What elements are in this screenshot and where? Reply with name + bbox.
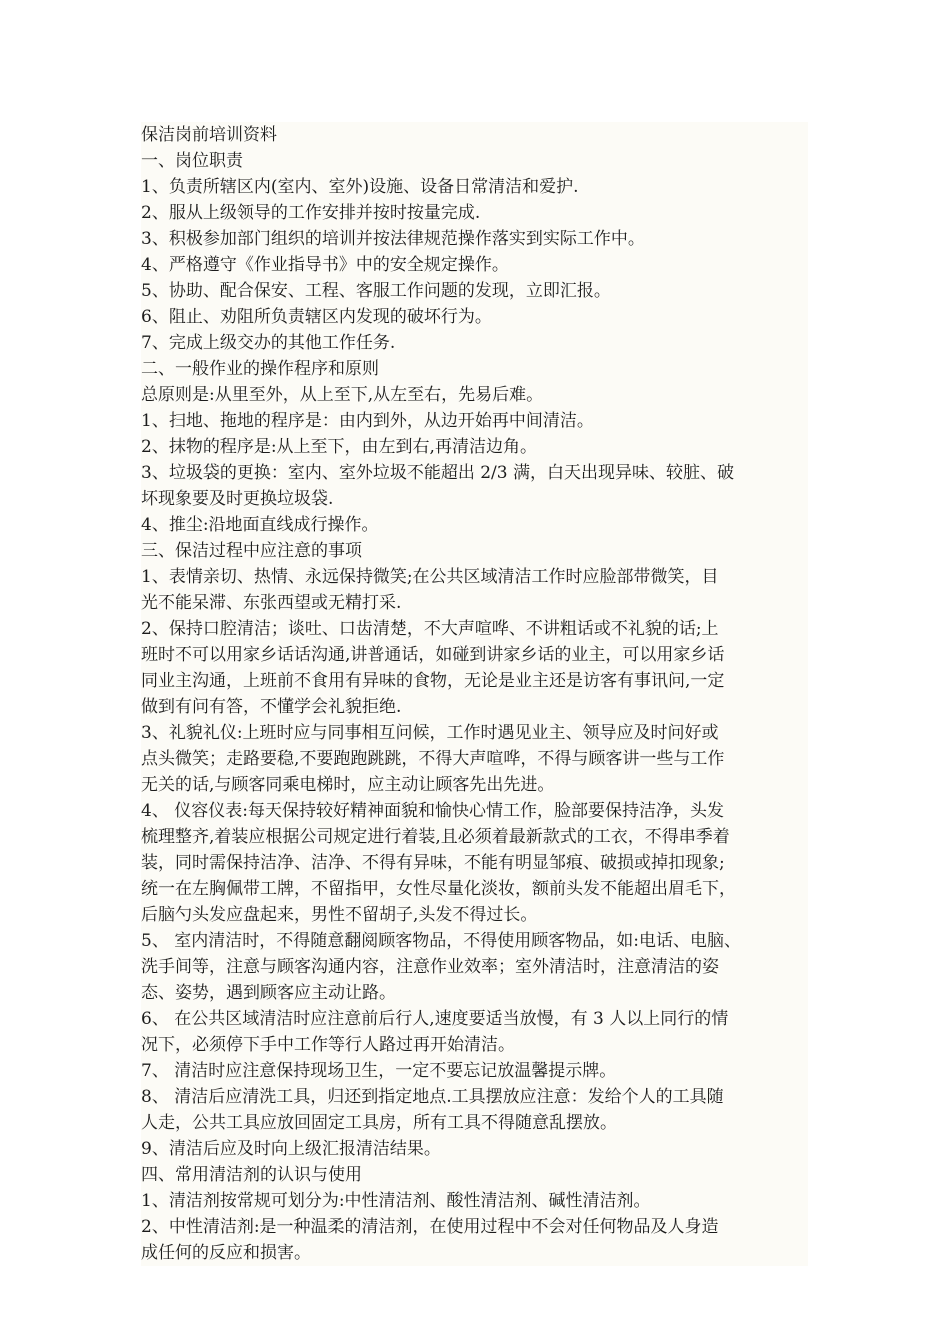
paragraph-line: 4、推尘:沿地面直线成行操作。 <box>141 515 379 535</box>
paragraph <box>141 616 808 720</box>
paragraph <box>141 148 808 174</box>
paragraph <box>141 434 808 460</box>
paragraph-line: 1、负责所辖区内(室内、室外)设施、设备日常清洁和爱护. <box>141 177 579 197</box>
paragraph-line: 5、协助、配合保安、工程、客服工作问题的发现，立即汇报。 <box>141 281 611 301</box>
paragraph-line: 6、阻止、劝阻所负责辖区内发现的破坏行为。 <box>141 307 492 327</box>
paragraph-line: 7、完成上级交办的其他工作任务. <box>141 333 396 353</box>
paragraph <box>141 1188 808 1214</box>
paragraph <box>141 252 808 278</box>
paragraph <box>141 1006 808 1058</box>
paragraph-line: 三、保洁过程中应注意的事项 <box>141 541 362 561</box>
paragraph-line: 4、严格遵守《作业指导书》中的安全规定操作。 <box>141 255 509 275</box>
paragraph-line: 4、 仪容仪表:每天保持较好精神面貌和愉快心情工作，脸部要保持洁净，头发 <box>141 801 724 821</box>
paragraph <box>141 1058 808 1084</box>
paragraph-list <box>141 148 808 1266</box>
paragraph-line: 人走，公共工具应放回固定工具房，所有工具不得随意乱摆放。 <box>141 1113 617 1133</box>
paragraph <box>141 330 808 356</box>
paragraph-line: 四、常用清洁剂的认识与使用 <box>141 1165 362 1185</box>
paragraph-line: 2、中性清洁剂:是一种温柔的清洁剂，在使用过程中不会对任何物品及人身造 <box>141 1217 719 1237</box>
paragraph <box>141 356 808 382</box>
paragraph <box>141 304 808 330</box>
paragraph-line: 6、 在公共区域清洁时应注意前后行人,速度要适当放慢，有 3 人以上同行的情 <box>141 1009 729 1029</box>
paragraph <box>141 460 808 512</box>
paragraph <box>141 512 808 538</box>
paragraph <box>141 200 808 226</box>
paragraph-line: 光不能呆滞、东张西望或无精打采. <box>141 593 402 613</box>
paragraph-line: 后脑勺头发应盘起来，男性不留胡子,头发不得过长。 <box>141 905 538 925</box>
document-title <box>141 122 808 148</box>
paragraph-line: 梳理整齐,着装应根据公司规定进行着装,且必须着最新款式的工衣，不得串季着 <box>141 827 730 847</box>
document-title-text: 保洁岗前培训资料 <box>141 125 277 145</box>
paragraph-line: 1、清洁剂按常规可划分为:中性清洁剂、酸性清洁剂、碱性清洁剂。 <box>141 1191 651 1211</box>
paragraph <box>141 278 808 304</box>
paragraph-line: 成任何的反应和损害。 <box>141 1243 311 1263</box>
paragraph-line: 点头微笑；走路要稳,不要跑跑跳跳，不得大声喧哗，不得与顾客讲一些与工作 <box>141 749 725 769</box>
paragraph <box>141 798 808 928</box>
paragraph-line: 坏现象要及时更换垃圾袋. <box>141 489 334 509</box>
paragraph-line: 1、扫地、拖地的程序是：由内到外，从边开始再中间清洁。 <box>141 411 594 431</box>
paragraph <box>141 538 808 564</box>
paragraph-line: 8、 清洁后应清洗工具，归还到指定地点.工具摆放应注意：发给个人的工具随 <box>141 1087 724 1107</box>
paragraph-line: 3、礼貌礼仪:上班时应与同事相互问候，工作时遇见业主、领导应及时问好或 <box>141 723 719 743</box>
paragraph-line: 7、 清洁时应注意保持现场卫生，一定不要忘记放温馨提示牌。 <box>141 1061 617 1081</box>
paragraph-line: 5、 室内清洁时，不得随意翻阅顾客物品，不得使用顾客物品，如:电话、电脑、 <box>141 931 741 951</box>
paragraph-line: 二、一般作业的操作程序和原则 <box>141 359 379 379</box>
paragraph <box>141 564 808 616</box>
paragraph-line: 2、抹物的程序是:从上至下，由左到右,再清洁边角。 <box>141 437 537 457</box>
paragraph-line: 2、服从上级领导的工作安排并按时按量完成. <box>141 203 481 223</box>
paragraph <box>141 382 808 408</box>
paragraph-line: 班时不可以用家乡话话沟通,讲普通话，如碰到讲家乡话的业主，可以用家乡话 <box>141 645 725 665</box>
paragraph-line: 统一在左胸佩带工牌，不留指甲，女性尽量化淡妆，额前头发不能超出眉毛下， <box>141 879 736 899</box>
paragraph <box>141 408 808 434</box>
paragraph-line: 同业主沟通，上班前不食用有异味的食物，无论是业主还是访客有事讯问,一定 <box>141 671 725 691</box>
paragraph <box>141 720 808 798</box>
paragraph-line: 3、积极参加部门组织的培训并按法律规范操作落实到实际工作中。 <box>141 229 645 249</box>
paragraph-line: 无关的话,与顾客同乘电梯时，应主动让顾客先出先进。 <box>141 775 555 795</box>
paragraph-line: 一、岗位职责 <box>141 151 243 171</box>
paragraph-line: 做到有问有答，不懂学会礼貌拒绝. <box>141 697 402 717</box>
paragraph-line: 态、姿势，遇到顾客应主动让路。 <box>141 983 396 1003</box>
paragraph <box>141 1136 808 1162</box>
paragraph <box>141 1084 808 1136</box>
paragraph <box>141 1162 808 1188</box>
paragraph <box>141 928 808 1006</box>
paragraph <box>141 226 808 252</box>
paragraph-line: 况下，必须停下手中工作等行人路过再开始清洁。 <box>141 1035 515 1055</box>
paragraph <box>141 1214 808 1266</box>
paragraph-line: 3、垃圾袋的更换：室内、室外垃圾不能超出 2/3 满，白天出现异味、较脏、破 <box>141 463 734 483</box>
paragraph-line: 洗手间等，注意与顾客沟通内容，注意作业效率；室外清洁时，注意清洁的姿 <box>141 957 719 977</box>
paragraph <box>141 174 808 200</box>
paragraph-line: 9、清洁后应及时向上级汇报清洁结果。 <box>141 1139 441 1159</box>
paragraph-line: 总原则是:从里至外，从上至下,从左至右，先易后难。 <box>141 385 544 405</box>
document-body <box>141 122 808 1266</box>
paragraph-line: 2、保持口腔清洁；谈吐、口齿清楚，不大声喧哗、不讲粗话或不礼貌的话;上 <box>141 619 719 639</box>
paragraph-line: 装，同时需保持洁净、洁净、不得有异味，不能有明显邹痕、破损或掉扣现象; <box>141 853 725 873</box>
paragraph-line: 1、表情亲切、热情、永远保持微笑;在公共区域清洁工作时应脸部带微笑，目 <box>141 567 719 587</box>
